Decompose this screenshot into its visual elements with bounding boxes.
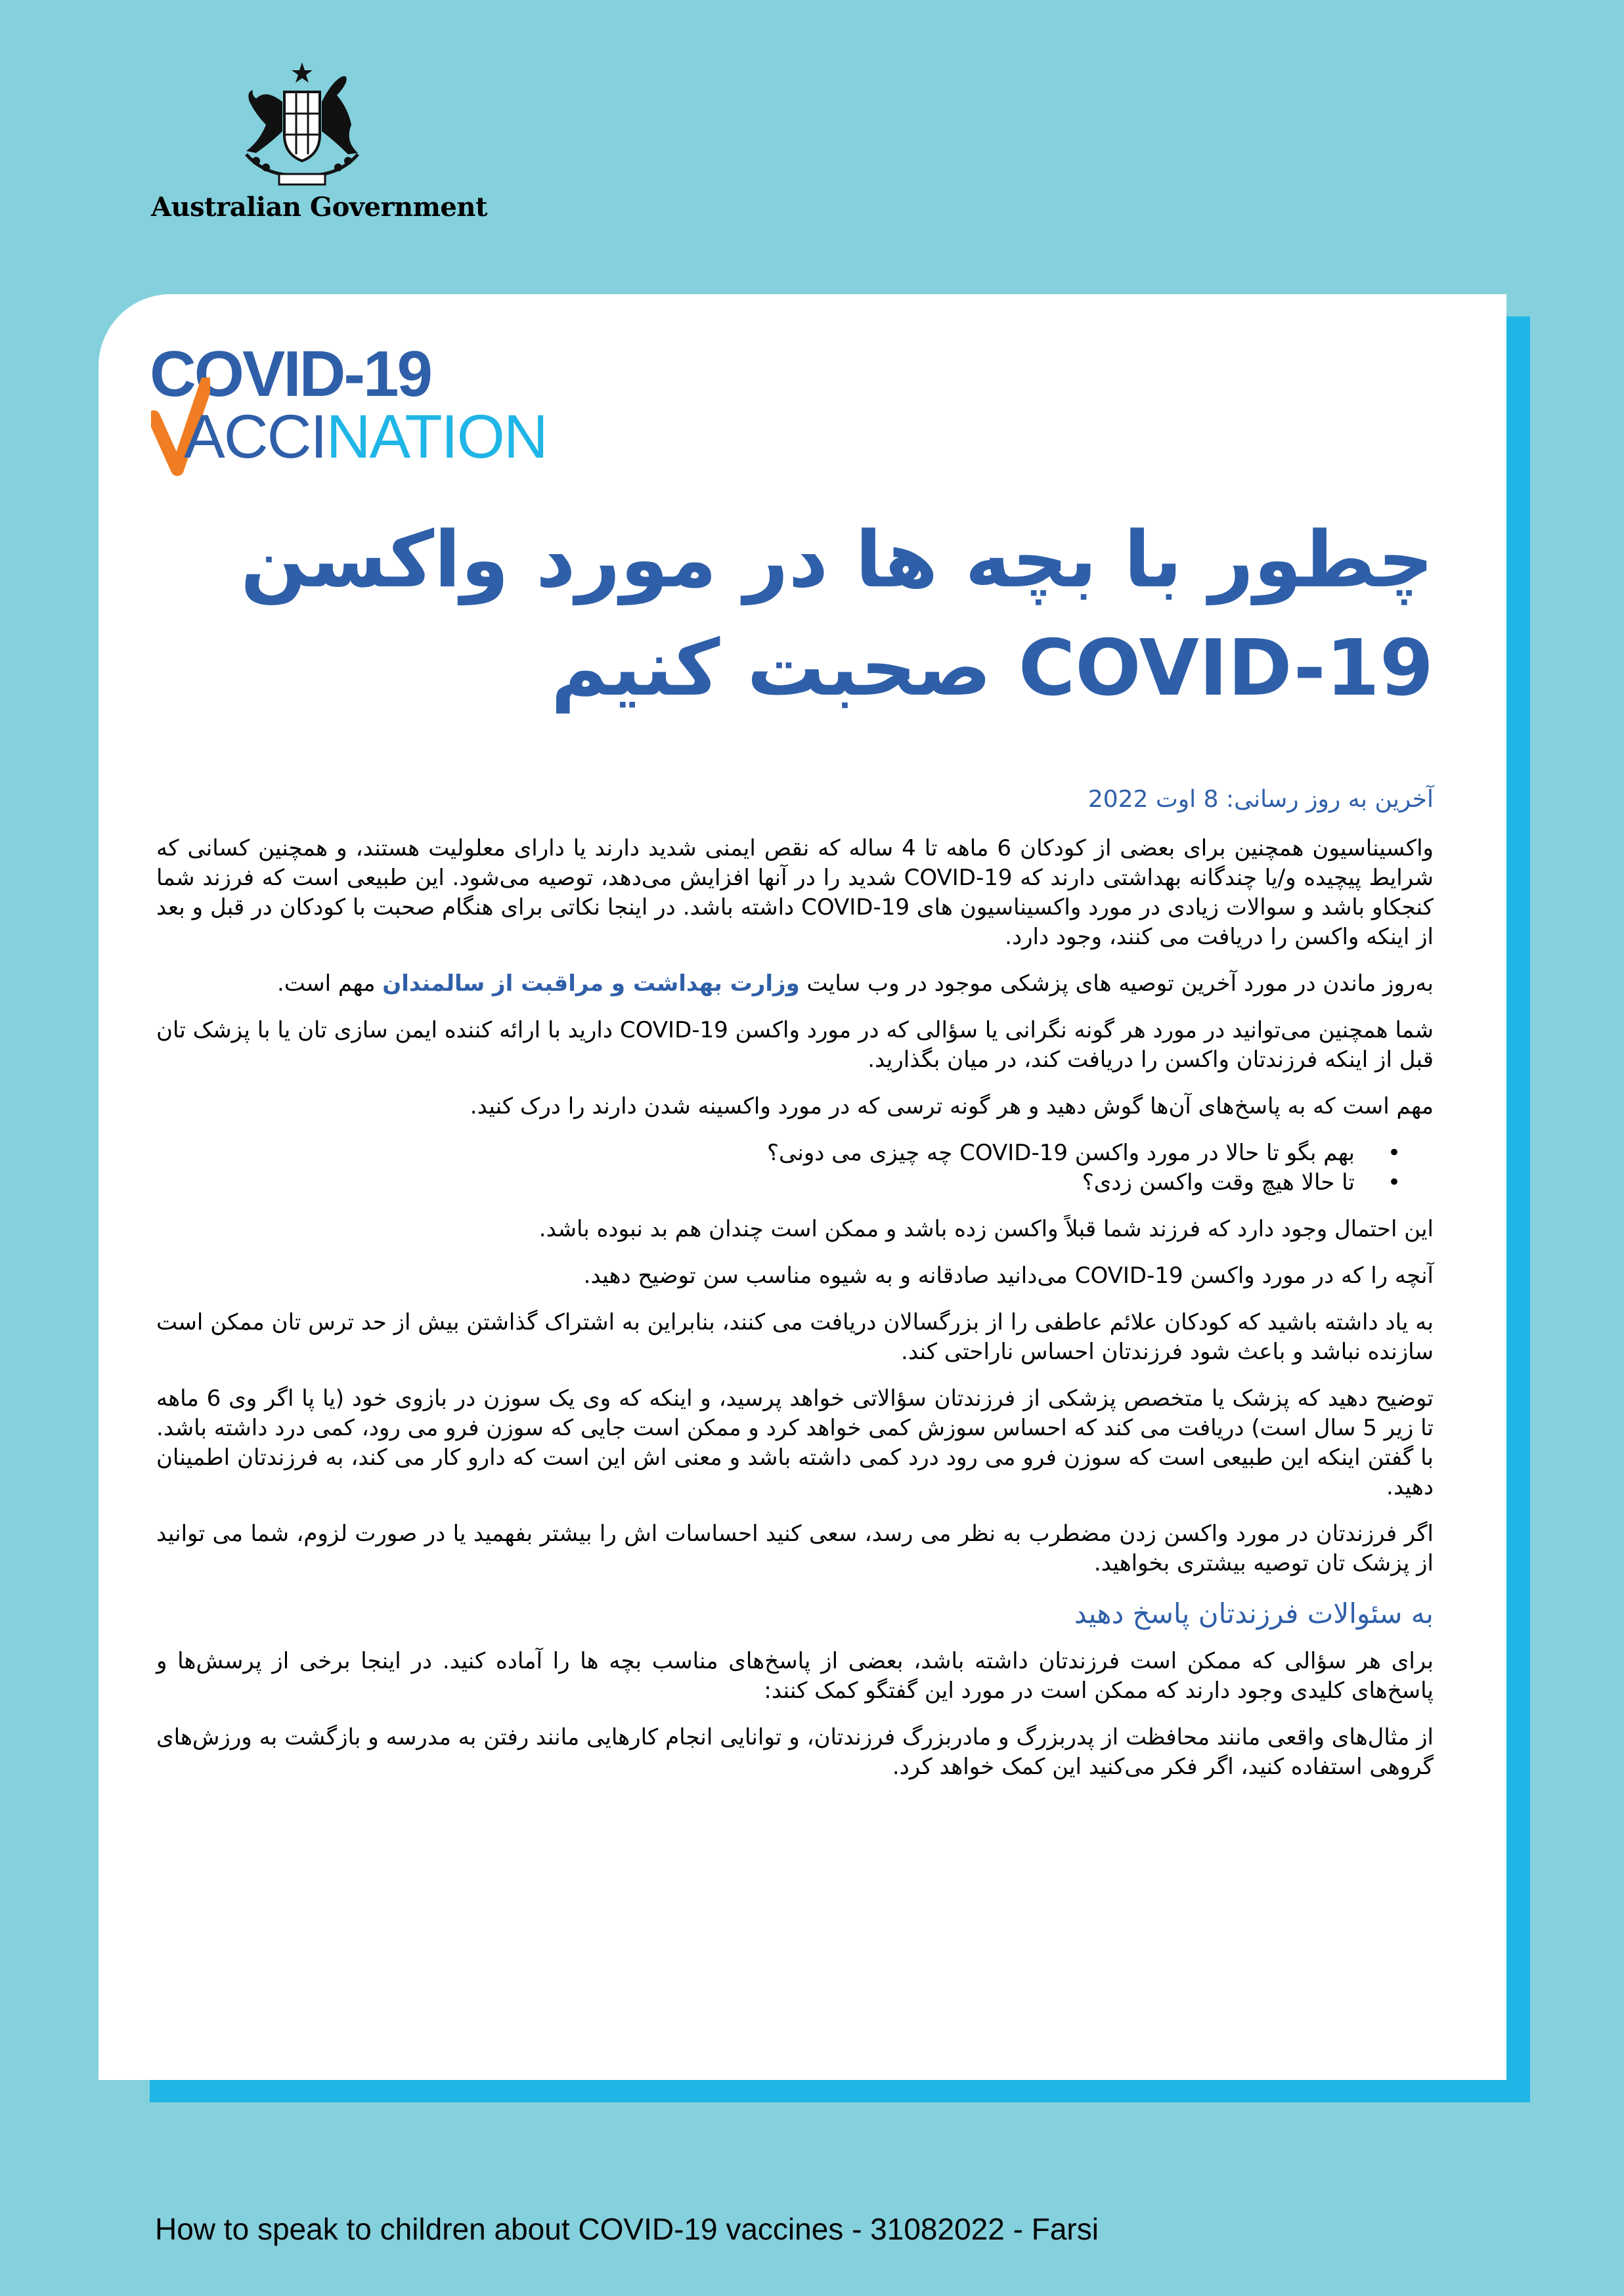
page-title xyxy=(186,506,1434,722)
title-line-1: چطور با بچه ها در مورد واکسن xyxy=(240,514,1434,605)
logo-line-2 xyxy=(184,402,547,471)
paragraph-6: آنچه را که در مورد واکسن COVID-19 می‌دانید صادقانه و به شیوه مناسب سن توضیح دهید. xyxy=(583,1263,1434,1289)
last-updated-date: آخرین به روز رسانی: 8 اوت 2022 xyxy=(1087,786,1434,813)
list-item: • تا حالا هیچ وقت واکسن زدی؟ xyxy=(156,1168,1355,1198)
paragraph-10: برای هر سؤالی که ممکن است فرزندتان داشته باشد، بعضی از پاسخ‌های مناسب بچه ها را آماده کنید. در اینجا برخی از پرسش‌ها و پاسخ‌های کلیدی وجود دارند که ممکن است در مورد این گفتگو کمک کنند: xyxy=(156,1648,1434,1704)
paragraph-5: این احتمال وجود دارد که فرزند شما قبلاً واکسن زده باشد و ممکن است چندان هم بد نبوده باشد. xyxy=(538,1216,1434,1242)
list-item: • بهم بگو تا حالا در مورد واکسن COVID-19 چه چیزی می دونی؟ xyxy=(156,1138,1355,1168)
section-heading: به سئوالات فرزندتان پاسخ دهید xyxy=(1074,1597,1434,1630)
logo-line-1: COVID-19 xyxy=(150,337,431,410)
article-body xyxy=(156,785,1434,1799)
government-name: Australian Government xyxy=(151,192,487,223)
logo-line-2-part-1: ACCI xyxy=(184,402,326,471)
paragraph-7: به یاد داشته باشید که کودکان علائم عاطفی را از بزرگسالان دریافت می کنند، بنابراین به اشتراک گذاشتن بیش از حد ترس تان ممکن است سازنده نباشد و باعث شود فرزندتان احساس ناراحتی کند. xyxy=(156,1309,1434,1365)
covid-vaccination-logo xyxy=(150,337,609,473)
logo-line-2-part-2: NATION xyxy=(326,402,547,471)
paragraph-2-before: به‌روز ماندن در مورد آخرین توصیه های پزشکی موجود در وب سایت xyxy=(799,970,1434,997)
paragraph-2-after: مهم است. xyxy=(276,970,383,997)
paragraph-2 xyxy=(156,969,1434,999)
paragraph-4: مهم است که به پاسخ‌های آن‌ها گوش دهید و هر گونه ترسی که در مورد واکسینه شدن دارند را درک کنید. xyxy=(470,1093,1434,1119)
health-department-link[interactable]: وزارت بهداشت و مراقبت از سالمندان xyxy=(382,970,800,997)
coat-of-arms-icon xyxy=(227,62,378,194)
paragraph-8: توضیح دهید که پزشک یا متخصص پزشکی از فرزندتان سؤالاتی خواهد پرسید، و اینکه که وی یک سوزن در بازوی خود (یا پا اگر وی 6 ماهه تا زیر 5 سال است) دریافت می کند که احساس سوزش کمی خواهد کرد و ممکن است جایی که سوزن فرو می رود، کمی درد داشته باشد. با گفتن اینکه این طبیعی است که سوزن فرو می رود درد کمی داشته باشد و معنی اش این است که دارو کار می کند، به فرزندتان اطمینان دهید. xyxy=(156,1385,1434,1500)
paragraph-3: شما همچنین می‌توانید در مورد هر گونه نگرانی یا سؤالی که در مورد واکسن COVID-19 دارید با ارائه کننده ایمن سازی تان یا با پزشک تان قبل از اینکه فرزندتان واکسن را دریافت کند، در میان بگذارید. xyxy=(156,1017,1434,1073)
footer-text: How to speak to children about COVID-19 vaccines - 31082022 - Farsi xyxy=(155,2212,1099,2246)
paragraph-11: از مثال‌های واقعی مانند محافظت از پدربزرگ و مادربزرگ فرزندتان، و توانایی انجام کارهایی مانند رفتن به مدرسه و بازگشت به ورزش‌های گروهی استفاده کنید، اگر فکر می‌کنید این کمک خواهد کرد. xyxy=(156,1724,1434,1780)
paragraph-1: واکسیناسیون همچنین برای بعضی از کودکان 6 ماهه تا 4 ساله که نقص ایمنی شدید دارند یا دارای معلولیت هستند، و همچنین کسانی که شرایط پیچیده و/یا چندگانه بهداشتی دارند که COVID-19 شدید را در آنها افزایش می‌دهد، توصیه می‌شود. این طبیعی است که فرزند شما کنجکاو باشد و سوالات زیادی در مورد واکسیناسیون های COVID-19 داشته باشد. در اینجا نکاتی برای هنگام صحبت با کودکان در قبل و بعد از اینکه واکسن را دریافت می کنند، وجود دارد. xyxy=(156,835,1434,950)
question-list xyxy=(156,1138,1434,1198)
title-line-2: COVID-19 صحبت کنیم xyxy=(550,622,1434,713)
paragraph-9: اگر فرزندتان در مورد واکسن زدن مضطرب به نظر می رسد، سعی کنید احساسات اش را بیشتر بفهمید یا در صورت لزوم، شما می توانید از پزشک تان توصیه بیشتری بخواهید. xyxy=(156,1521,1434,1576)
